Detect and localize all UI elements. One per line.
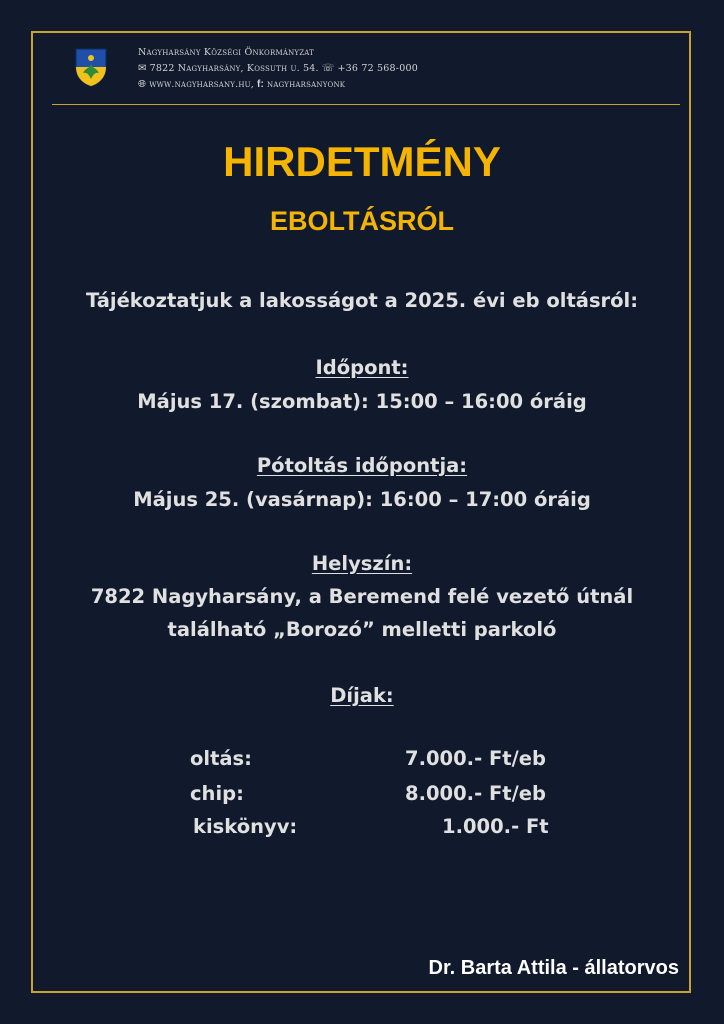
fee-price: 7.000.- Ft/eb — [405, 747, 546, 770]
signature: Dr. Barta Attila - állatorvos — [428, 957, 679, 979]
makeup-heading: Pótoltás időpontja: — [256, 454, 468, 477]
notice-title: HIRDETMÉNY — [223, 138, 501, 185]
phone: +36 72 568-000 — [337, 63, 418, 74]
header-info — [138, 45, 418, 93]
time-heading: Időpont: — [315, 356, 409, 379]
time-value: Május 17. (szombat): 15:00 – 16:00 óráig — [137, 390, 587, 413]
facebook-link[interactable]: nagyharsanyonk — [267, 79, 346, 90]
fee-name: oltás: — [190, 747, 252, 770]
fee-price: 8.000.- Ft/eb — [405, 782, 546, 805]
notice-subtitle: EBOLTÁSRÓL — [270, 206, 454, 236]
org-name: Nagyharsány Községi Önkormányzat — [138, 47, 315, 58]
envelope-icon: ✉ — [138, 63, 147, 74]
fee-name: chip: — [190, 782, 244, 805]
place-line-2: található „Borozó” melletti parkoló — [167, 618, 557, 641]
website-link[interactable]: www.nagyharsany.hu, — [149, 79, 254, 90]
globe-icon: 🌐︎ — [138, 79, 147, 90]
place-heading: Helyszín: — [311, 552, 413, 575]
makeup-value: Május 25. (vasárnap): 16:00 – 17:00 óráig — [133, 488, 591, 511]
phone-icon: ☏ — [321, 63, 335, 74]
fees-heading: Díjak: — [330, 684, 394, 707]
fee-price: 1.000.- Ft — [442, 815, 549, 838]
coat-of-arms-icon — [74, 47, 108, 87]
facebook-icon: f: — [256, 79, 265, 90]
header-divider — [52, 104, 680, 105]
fee-name: kiskönyv: — [193, 815, 298, 838]
place-line-1: 7822 Nagyharsány, a Beremend felé vezető útnál — [90, 585, 634, 608]
address: 7822 Nagyharsány, Kossuth u. 54. — [149, 63, 319, 74]
intro-text: Tájékoztatjuk a lakosságot a 2025. évi eb oltásról: — [85, 289, 639, 312]
